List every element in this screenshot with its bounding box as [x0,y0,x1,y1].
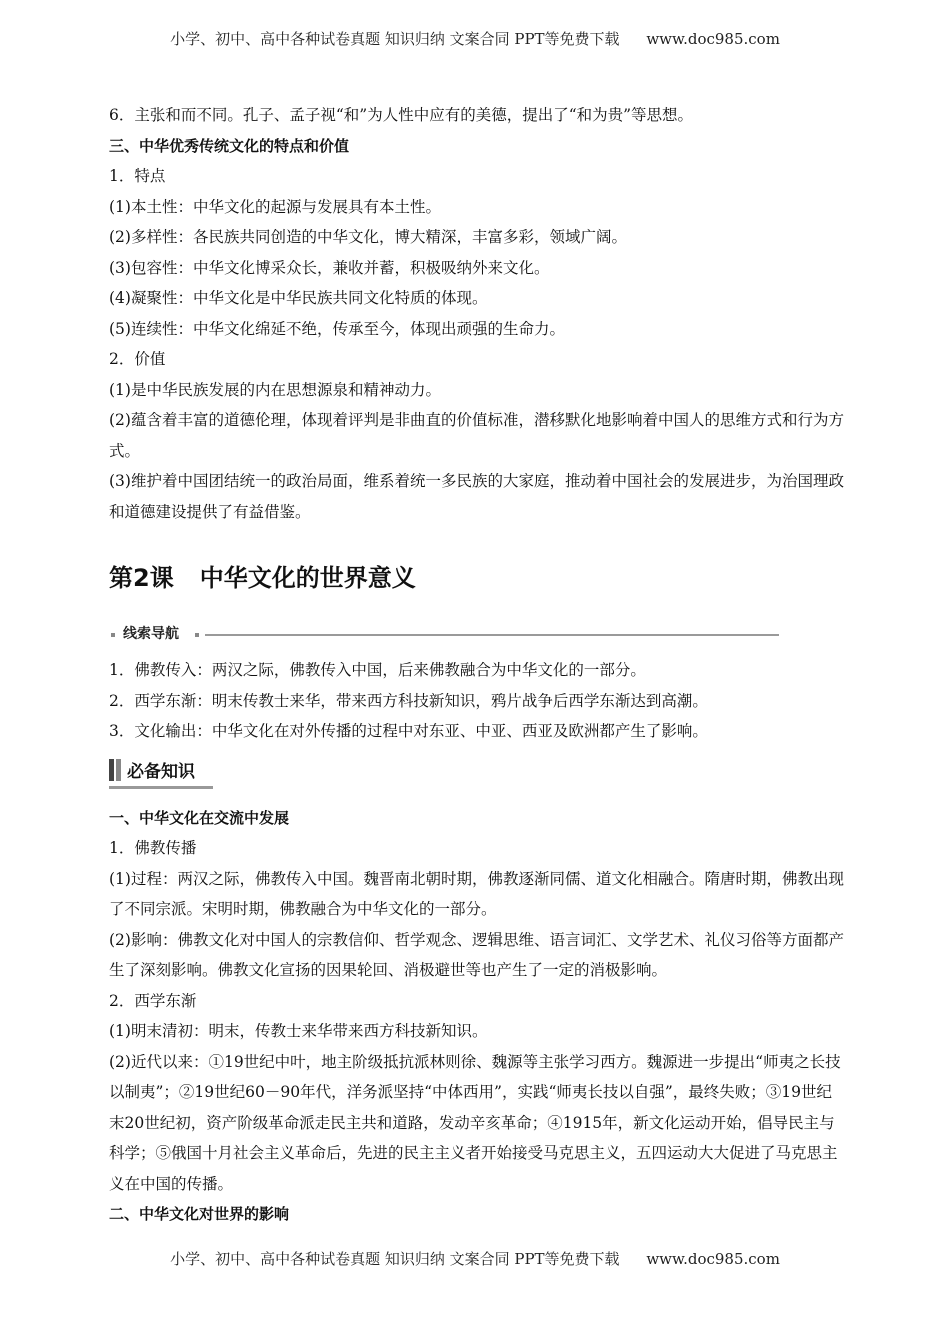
page-footer [0,1248,950,1269]
lesson-title [109,553,844,603]
footer-text: 小学、初中、高中各种试卷真题 知识归纳 文案合同 PPT等免费下载 [170,1250,620,1268]
must-know-label: 必备知识 [127,761,195,782]
heading-underline [109,786,213,789]
heading-world-influence: 二、中华文化对世界的影响 [109,1205,290,1223]
header-url[interactable]: www.doc985.com [646,30,780,48]
item-6: 6．主张和而不同。孔子、孟子视“和”为人性中应有的美德，提出了“和为贵”等思想。 [109,106,694,124]
lesson-name: 中华文化的世界意义 [199,564,416,592]
trait-item: (2)多样性：各民族共同创造的中华文化，博大精深，丰富多彩，领域广阔。 [109,228,627,246]
value-item: (3)维护着中国团结统一的政治局面，维系着统一多民族的大家庭，推动着中国社会的发展进步，为治国理政和道德建设提供了有益借鉴。 [109,472,844,521]
heading-traits-values: 三、中华优秀传统文化的特点和价值 [109,136,350,155]
western-item: (1)明末清初：明末，传教士来华带来西方科技新知识。 [109,1022,488,1040]
must-know-heading [109,755,844,791]
clue-navigation-bar [109,621,844,651]
trait-item: (5)连续性：中华文化绵延不绝，传承至今，体现出顽强的生命力。 [109,319,565,338]
value-item: (2)蕴含着丰富的道德伦理，体现着评判是非曲直的价值标准，潜移默化地影响着中国人的思维方式和行为方式。 [109,411,844,460]
square-bullet-icon [195,633,199,637]
sub-traits: 1．特点 [109,167,166,185]
clue-item: 3．文化输出：中华文化在对外传播的过程中对东亚、中亚、西亚及欧洲都产生了影响。 [109,722,708,740]
value-item: (1)是中华民族发展的内在思想源泉和精神动力。 [109,380,441,399]
page-content [109,100,844,1230]
trait-item: (3)包容性：中华文化博采众长，兼收并蓄，积极吸纳外来文化。 [109,258,550,277]
sub-values: 2．价值 [109,350,166,368]
clue-label: 线索导航 [123,626,179,642]
sub-western: 2．西学东渐 [109,991,197,1010]
sub-buddhism: 1．佛教传播 [109,839,197,857]
page-header [0,28,950,49]
western-item: (2)近代以来：①19世纪中叶，地主阶级抵抗派林则徐、魏源等主张学习西方。魏源进一步提出“师夷之长技以制夷”；②19世纪60－90年代，洋务派坚持“中体西用”，实践“师夷长技以自强”，最终失败；③19世纪末20世纪初，资产阶级革命派走民主共和道路，发动辛亥革命；④1915年，新文化运动开始，倡导民主与科学；⑤俄国十月社会主义革命后，先进的民主主义者开始接受马克思主义，五四运动大大促进了马克思主义在中国的传播。 [109,1052,841,1193]
heading-exchange: 一、中华文化在交流中发展 [109,808,290,827]
heading-bar-icon [109,759,114,781]
footer-url[interactable]: www.doc985.com [646,1250,780,1268]
clue-item: 1．佛教传入：两汉之际，佛教传入中国，后来佛教融合为中华文化的一部分。 [109,661,646,679]
heading-bar-icon [116,759,121,781]
header-text: 小学、初中、高中各种试卷真题 知识归纳 文案合同 PPT等免费下载 [170,30,620,48]
buddhism-item: (2)影响：佛教文化对中国人的宗教信仰、哲学观念、逻辑思维、语言词汇、文学艺术、礼仪习俗等方面都产生了深刻影响。佛教文化宣扬的因果轮回、消极避世等也产生了一定的消极影响。 [109,930,844,979]
divider-rule [205,634,779,636]
lesson-number: 第2课 [109,564,174,592]
buddhism-item: (1)过程：两汉之际，佛教传入中国。魏晋南北朝时期，佛教逐渐同儒、道文化相融合。隋唐时期，佛教出现了不同宗派。宋明时期，佛教融合为中华文化的一部分。 [109,869,844,918]
square-bullet-icon [111,633,115,637]
trait-item: (4)凝聚性：中华文化是中华民族共同文化特质的体现。 [109,289,488,307]
clue-item: 2．西学东渐：明末传教士来华，带来西方科技新知识，鸦片战争后西学东渐达到高潮。 [109,691,708,710]
trait-item: (1)本土性：中华文化的起源与发展具有本土性。 [109,197,441,216]
